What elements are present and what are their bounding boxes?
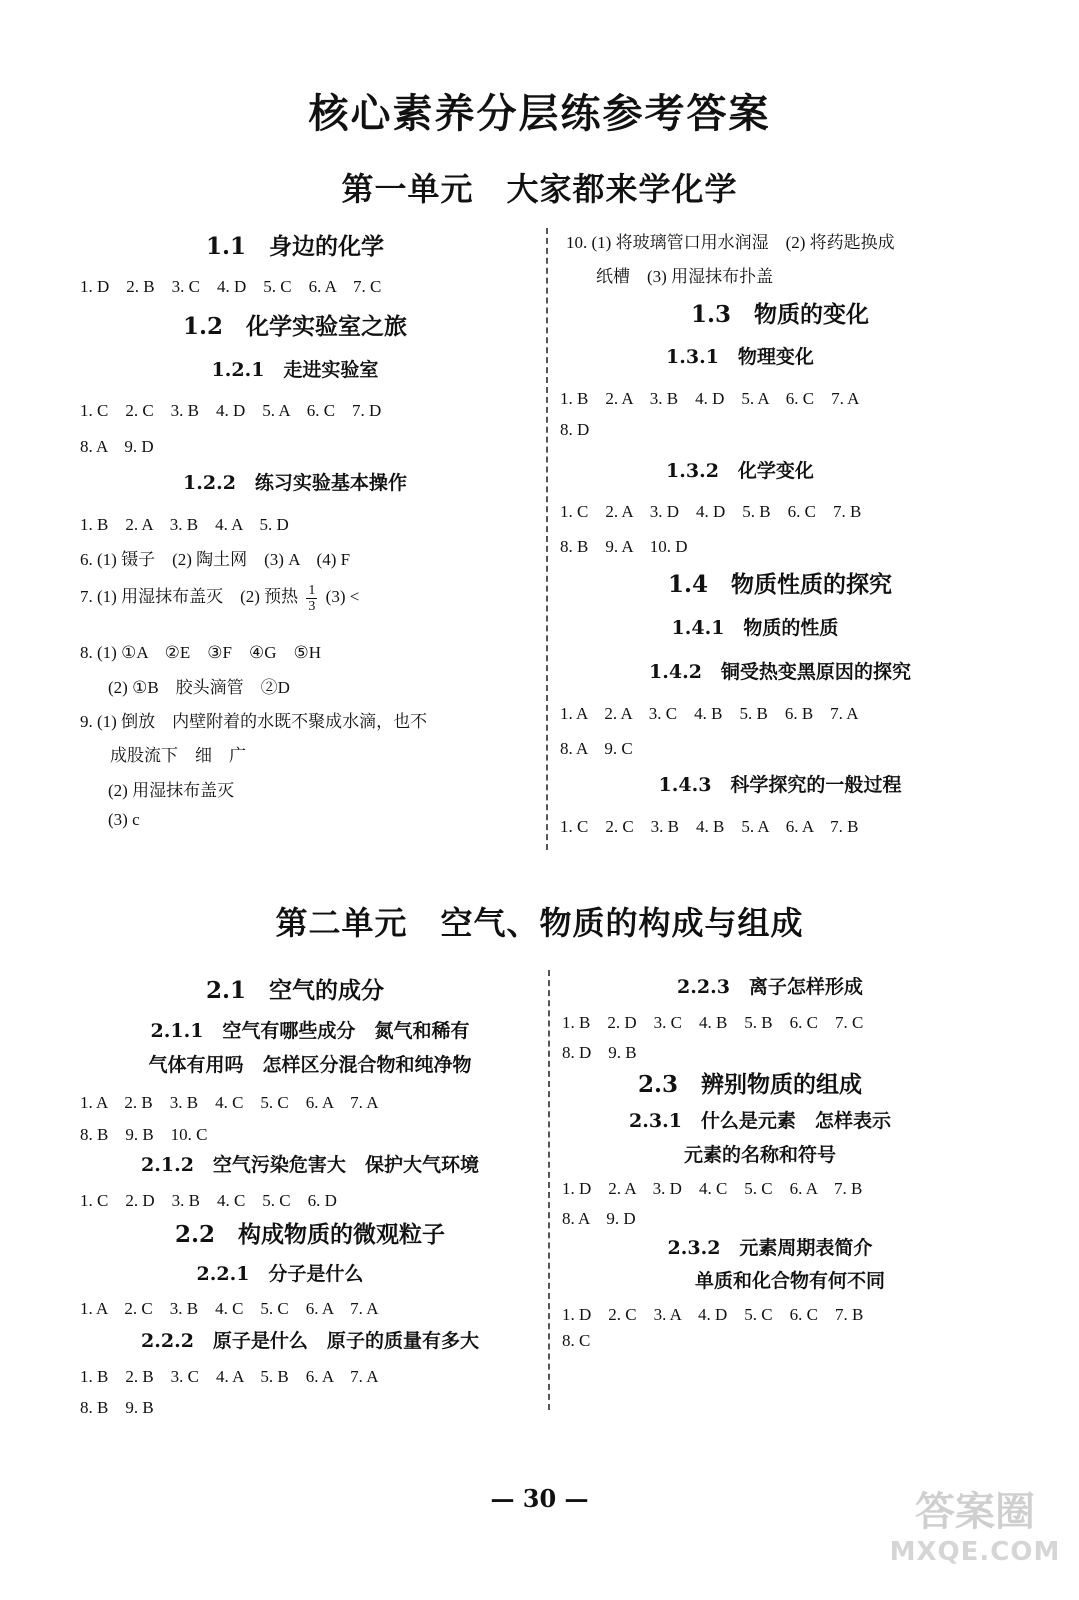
answers-1-3-2-line1: 1. C 2. A 3. D 4. D 5. B 6. C 7. B [560,502,862,521]
answers-2-2-3-line2: 8. D 9. B [562,1043,637,1062]
fraction-denominator: 3 [308,598,316,614]
answers-1-2-2-line1: 1. B 2. A 3. B 4. A 5. D [80,515,289,534]
answers-2-2-1-line1: 1. A 2. C 3. B 4. C 5. C 6. A 7. A [80,1299,379,1318]
watermark-text: 答案圈 [915,1489,1035,1535]
page-number: — 30 — [490,1484,589,1513]
answers-1-2-2-line3 [80,582,359,614]
answers-1-2-2-line4: 8. (1) ①A ②E ③F ④G ⑤H [80,643,322,662]
answers-1-2-2-line5: (2) ①B 胶头滴管 ②D [108,678,290,697]
answers-2-3-1-line1: 1. D 2. A 3. D 4. C 5. C 6. A 7. B [562,1179,863,1198]
answers-1-2-2-line9: (3) c [108,810,140,829]
section-2-2-title: 2.2 构成物质的微观粒子 [174,1221,445,1248]
watermark-url: MXQE.COM [889,1537,1061,1567]
watermark-logo [880,1480,1070,1590]
answers-q10-line1: 10. (1) 将玻璃管口用水润湿 (2) 将药匙换成 [566,233,895,252]
fraction-numerator: 1 [308,582,316,598]
fraction-one-third [306,583,317,614]
answers-2-2-2-line2: 8. B 9. B [80,1398,154,1417]
answers-1-3-1-line2: 8. D [560,420,590,439]
answer-7-text: 7. (1) 用湿抹布盖灭 (2) 预热 [80,587,299,606]
section-2-1-2-title: 2.1.2 空气污染危害大 保护大气环境 [141,1154,479,1176]
section-2-3-title: 2.3 辨别物质的组成 [637,1071,862,1098]
answers-2-2-3-line1: 1. B 2. D 3. C 4. B 5. B 6. C 7. C [562,1013,864,1032]
section-1-4-3-title: 1.4.3 科学探究的一般过程 [658,774,902,796]
section-1-3-title: 1.3 物质的变化 [690,301,869,328]
answers-1-2-2-line8: (2) 用湿抹布盖灭 [108,781,235,800]
section-2-3-2-title-line2: 单质和化合物有何不同 [694,1270,885,1292]
answers-1-2-1-line2: 8. A 9. D [80,437,154,456]
section-1-2-title: 1.2 化学实验室之旅 [182,313,407,340]
answers-2-3-1-line2: 8. A 9. D [562,1209,636,1228]
answers-1-1: 1. D 2. B 3. C 4. D 5. C 6. A 7. C [80,277,382,296]
section-1-2-1-title: 1.2.1 走进实验室 [211,359,379,381]
section-2-3-1-title-line2: 元素的名称和符号 [683,1144,836,1166]
section-2-1-title: 2.1 空气的成分 [205,977,384,1004]
answers-1-3-2-line2: 8. B 9. A 10. D [560,537,688,556]
answers-2-1-1-line2: 8. B 9. B 10. C [80,1125,208,1144]
answers-q10-line2: 纸槽 (3) 用湿抹布扑盖 [596,267,774,286]
answers-1-4-3-line1: 1. C 2. C 3. B 4. B 5. A 6. A 7. B [560,817,859,836]
answers-2-1-2-line1: 1. C 2. D 3. B 4. C 5. C 6. D [80,1191,337,1210]
section-2-3-2-title-line1: 2.3.2 元素周期表简介 [667,1237,873,1259]
answers-2-1-1-line1: 1. A 2. B 3. B 4. C 5. C 6. A 7. A [80,1093,379,1112]
section-2-3-1-title-line1: 2.3.1 什么是元素 怎样表示 [629,1110,891,1132]
answers-1-3-1-line1: 1. B 2. A 3. B 4. D 5. A 6. C 7. A [560,389,860,408]
answers-1-4-2-line2: 8. A 9. C [560,739,633,758]
answers-2-3-2-line1: 1. D 2. C 3. A 4. D 5. C 6. C 7. B [562,1305,864,1324]
unit1-heading: 第一单元 大家都来学化学 [341,170,738,208]
section-2-2-1-title: 2.2.1 分子是什么 [196,1263,364,1285]
answers-1-4-2-line1: 1. A 2. A 3. C 4. B 5. B 6. B 7. A [560,704,859,723]
column-divider-unit2 [548,970,550,1410]
section-2-1-1-title-line2: 气体有用吗 怎样区分混合物和纯净物 [148,1054,472,1076]
column-divider-unit1 [546,228,548,850]
answers-1-2-2-line2: 6. (1) 镊子 (2) 陶土网 (3) A (4) F [80,550,351,569]
answer-7-part3: (3) < [325,587,360,606]
section-2-2-2-title: 2.2.2 原子是什么 原子的质量有多大 [141,1330,479,1352]
section-1-4-title: 1.4 物质性质的探究 [667,571,892,598]
answers-1-2-2-line7: 成股流下 细 广 [110,746,246,765]
answers-1-2-2-line6: 9. (1) 倒放 内壁附着的水既不聚成水滴，也不 [80,712,428,731]
section-1-4-1-title: 1.4.1 物质的性质 [671,617,839,639]
section-1-2-2-title: 1.2.2 练习实验基本操作 [183,472,407,494]
answers-2-2-2-line1: 1. B 2. B 3. C 4. A 5. B 6. A 7. A [80,1367,379,1386]
section-1-4-2-title: 1.4.2 铜受热变黑原因的探究 [649,661,911,683]
section-2-2-3-title: 2.2.3 离子怎样形成 [677,976,863,998]
section-1-1-title: 1.1 身边的化学 [205,233,384,260]
section-2-1-1-title-line1: 2.1.1 空气有哪些成分 氮气和稀有 [150,1020,470,1042]
page-title: 核心素养分层练参考答案 [308,90,771,137]
answers-2-3-2-line2: 8. C [562,1331,591,1350]
answers-1-2-1-line1: 1. C 2. C 3. B 4. D 5. A 6. C 7. D [80,401,382,420]
section-1-3-1-title: 1.3.1 物理变化 [666,346,814,368]
unit2-heading: 第二单元 空气、物质的构成与组成 [275,904,804,942]
section-1-3-2-title: 1.3.2 化学变化 [666,460,814,482]
